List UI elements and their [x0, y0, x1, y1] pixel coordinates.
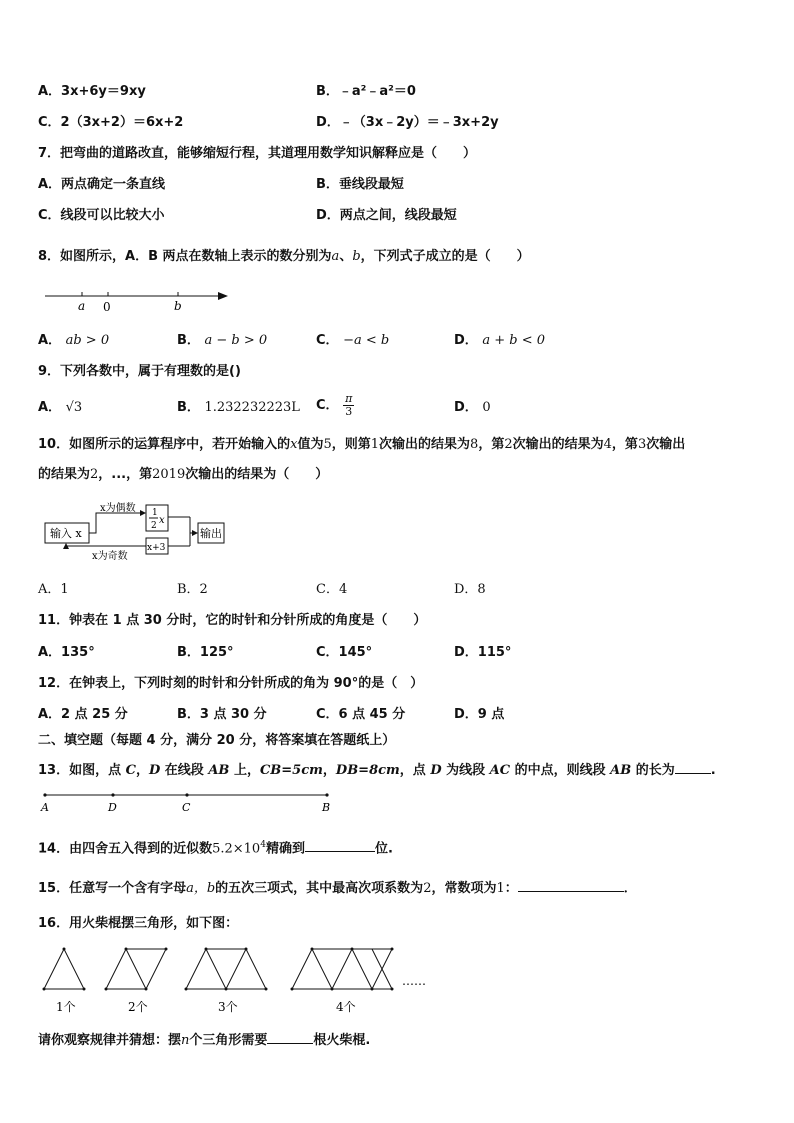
- q13-t6: ，点: [399, 763, 431, 778]
- q10-option-d: D．8: [454, 582, 486, 597]
- q13-t8: 的中点，则线段: [510, 763, 611, 778]
- q15-answer-blank[interactable]: [518, 877, 624, 892]
- q13-db: DB=8cm: [335, 763, 400, 778]
- q15-t4: ：: [504, 881, 518, 896]
- q9-b-label: B．: [177, 400, 200, 415]
- q9-c-den: 3: [345, 405, 353, 418]
- q8-var-b: b: [352, 249, 361, 264]
- q10-n2: 2: [504, 437, 513, 452]
- q7-option-a: A．两点确定一条直线: [38, 177, 166, 192]
- q10-option-c: C．4: [316, 582, 348, 597]
- q11-option-c: C．145°: [316, 645, 373, 660]
- q7-option-d: D．两点之间，线段最短: [316, 208, 457, 223]
- q13-t7: 为线段: [441, 763, 490, 778]
- q11-stem: 11．钟表在 1 点 30 分时，它的时针和分针所成的角度是（ ）: [38, 613, 427, 628]
- q16-tail: [38, 1029, 370, 1050]
- q13-answer-blank[interactable]: [675, 759, 711, 774]
- q8-number-line: [40, 283, 240, 313]
- q15-t3: ，常数项为: [431, 881, 497, 896]
- q8-d-expr: a + b < 0: [482, 333, 545, 348]
- q9-stem: 9．下列各数中，属于有理数的是(): [38, 364, 241, 379]
- q10-t5: ，第: [478, 437, 505, 452]
- flow-half-den: 2: [151, 521, 157, 531]
- q13-t2: ，: [135, 763, 149, 778]
- q16-triangles: [40, 945, 460, 1017]
- q14-t2: 精确到: [265, 841, 305, 857]
- q15-v1: 1: [496, 881, 505, 896]
- q8-a-label: A．: [38, 333, 62, 348]
- tri-label-4: 4个: [336, 1000, 356, 1014]
- flow-half-num: 1: [152, 508, 158, 518]
- q9-a-expr: √3: [65, 400, 83, 415]
- q8-option-b: [177, 332, 267, 350]
- q14-stem: [38, 836, 393, 858]
- q15-v2: 2: [423, 881, 432, 896]
- q15-t1: 15．任意写一个含有字母: [38, 881, 187, 896]
- q6-option-b: B．﹣a²﹣a²＝0: [316, 84, 416, 99]
- q7-stem: 7．把弯曲的道路改直，能够缩短行程，其道理用数学知识解释应是（ ）: [38, 146, 477, 161]
- q8-var-a: a: [331, 249, 340, 264]
- q10-t10: ，...，第: [98, 467, 153, 482]
- q8-c-expr: −a < b: [343, 333, 390, 348]
- q16-n: n: [181, 1033, 190, 1048]
- q9-c-label: C．: [316, 398, 339, 413]
- flow-even: x为偶数: [100, 503, 136, 514]
- q10-option-b: B．2: [177, 582, 208, 597]
- q10-t3: ，则第: [331, 437, 371, 452]
- q10-v5: 5: [323, 437, 332, 452]
- q9-d-expr: 0: [482, 400, 491, 415]
- q9-option-b: [177, 399, 300, 417]
- q14-t3: 位.: [374, 841, 393, 857]
- q13-t3: 在线段: [160, 763, 209, 778]
- q14-answer-blank[interactable]: [305, 837, 375, 852]
- q10-t1: 10．如图所示的运算程序中，若开始输入的: [38, 437, 291, 452]
- flow-output: 输出: [200, 527, 222, 540]
- q10-t9: 的结果为: [38, 467, 91, 482]
- q10-t6: 次输出的结果为: [512, 437, 604, 452]
- q15-stem: [38, 877, 637, 898]
- q13-d2: D: [430, 763, 442, 778]
- q12-option-c: C．6 点 45 分: [316, 707, 406, 722]
- q13-t9: 的长为: [631, 763, 675, 778]
- q12-option-d: D．9 点: [454, 707, 505, 722]
- q16-t1: 请你观察规律并猜想：摆: [38, 1033, 182, 1048]
- q13-t1: 13．如图，点: [38, 763, 126, 778]
- point-c: C: [182, 801, 191, 814]
- q15-vars: a，b: [186, 881, 216, 896]
- point-d: D: [108, 801, 117, 814]
- q11-option-b: B．125°: [177, 645, 234, 660]
- point-b: B: [322, 801, 331, 814]
- q8-c-label: C．: [316, 333, 339, 348]
- q8-option-a: [38, 332, 109, 350]
- q10-v8: 8: [470, 437, 479, 452]
- q9-option-c: [316, 393, 354, 418]
- axis-label-b: b: [174, 299, 182, 313]
- q13-ac: AC: [489, 763, 511, 778]
- q16-t2: 个三角形需要: [189, 1033, 268, 1048]
- q10-t2: 值为: [297, 437, 324, 452]
- q8-option-c: [316, 332, 389, 350]
- q10-n3: 3: [637, 437, 647, 452]
- q8-a-expr: ab > 0: [65, 333, 110, 348]
- flow-half-var: x: [159, 515, 165, 526]
- q10-n2019: 2019: [152, 467, 186, 482]
- q9-d-label: D．: [454, 400, 478, 415]
- q6-option-a: A．3x+6y＝9xy: [38, 84, 146, 99]
- axis-label-0: 0: [103, 300, 111, 314]
- q8-sep: 、: [339, 249, 353, 264]
- q10-x: x: [290, 437, 298, 452]
- q14-t1: 14．由四舍五入得到的近似数: [38, 841, 213, 857]
- q13-ab: AB: [208, 763, 230, 778]
- q15-t5: ．: [623, 881, 637, 896]
- q7-option-c: C．线段可以比较大小: [38, 208, 165, 223]
- q16-stem: 16．用火柴棍摆三角形，如下图：: [38, 916, 239, 931]
- tri-label-3: 3个: [218, 1000, 238, 1014]
- q8-stem-pre: 8．如图所示，A．B 两点在数轴上表示的数分别为: [38, 249, 332, 264]
- q15-t2: 的五次三项式，其中最高次项系数为: [215, 881, 424, 896]
- q12-stem: 12．在钟表上，下列时刻的时针和分针所成的角为 90°的是（ ）: [38, 676, 424, 691]
- q14-num: 5.2×10: [212, 841, 261, 857]
- q16-answer-blank[interactable]: [267, 1029, 313, 1044]
- tri-ellipsis: ……: [402, 974, 426, 988]
- tri-label-2: 2个: [128, 1000, 148, 1014]
- q13-t10: .: [710, 763, 716, 778]
- q9-a-label: A．: [38, 400, 62, 415]
- q8-option-d: [454, 332, 545, 350]
- q9-c-fraction: [343, 393, 354, 418]
- q11-option-a: A．135°: [38, 645, 95, 660]
- q8-d-label: D．: [454, 333, 478, 348]
- q11-option-d: D．115°: [454, 645, 512, 660]
- q8-stem: [38, 248, 530, 266]
- q13-t4: 上，: [229, 763, 260, 778]
- q9-option-a: [38, 399, 82, 417]
- section-heading: 二、填空题（每题 4 分，满分 20 分，将答案填在答题纸上）: [38, 733, 396, 748]
- q12-option-b: B．3 点 30 分: [177, 707, 267, 722]
- flow-plus3: x+3: [147, 543, 166, 553]
- q6-option-c: C．2（3x+2）＝6x+2: [38, 115, 184, 130]
- q8-b-label: B．: [177, 333, 200, 348]
- q10-t8: 次输出: [646, 437, 686, 452]
- flow-odd: x为奇数: [92, 551, 128, 562]
- q13-cb: CB=5cm: [259, 763, 323, 778]
- q10-n1: 1: [370, 437, 380, 452]
- q10-option-a: A．1: [38, 582, 69, 597]
- q9-option-d: [454, 399, 491, 417]
- q10-line-2: [38, 466, 328, 484]
- q13-stem: [38, 759, 716, 780]
- q13-ab2: AB: [610, 763, 632, 778]
- q10-line-1: [38, 436, 685, 454]
- q12-option-a: A．2 点 25 分: [38, 707, 128, 722]
- q8-b-expr: a − b > 0: [204, 333, 268, 348]
- q10-t11: 次输出的结果为（ ）: [185, 467, 329, 482]
- tri-label-1: 1个: [56, 1000, 76, 1014]
- q10-v4: 4: [603, 437, 612, 452]
- q10-t7: ，第: [611, 437, 638, 452]
- q13-d: D: [149, 763, 161, 778]
- q10-v2: 2: [90, 467, 99, 482]
- q14-exp: 4: [260, 840, 266, 850]
- q13-segment: [40, 789, 340, 815]
- q9-c-num: π: [345, 392, 353, 405]
- q6-option-d: D．﹣（3x﹣2y）＝﹣3x+2y: [316, 115, 499, 130]
- flow-input: 输入 x: [50, 527, 82, 540]
- q16-t3: 根火柴棍.: [313, 1033, 371, 1048]
- axis-label-a: a: [78, 299, 86, 313]
- q10-t4: 次输出的结果为: [379, 437, 471, 452]
- q9-b-expr: 1.232232223L: [204, 400, 300, 415]
- q10-flowchart: [44, 503, 234, 565]
- q13-t5: ，: [322, 763, 336, 778]
- q13-c: C: [125, 763, 136, 778]
- q7-option-b: B．垂线段最短: [316, 177, 404, 192]
- q8-stem-post: ，下列式子成立的是（ ）: [360, 249, 530, 264]
- point-a: A: [41, 801, 49, 814]
